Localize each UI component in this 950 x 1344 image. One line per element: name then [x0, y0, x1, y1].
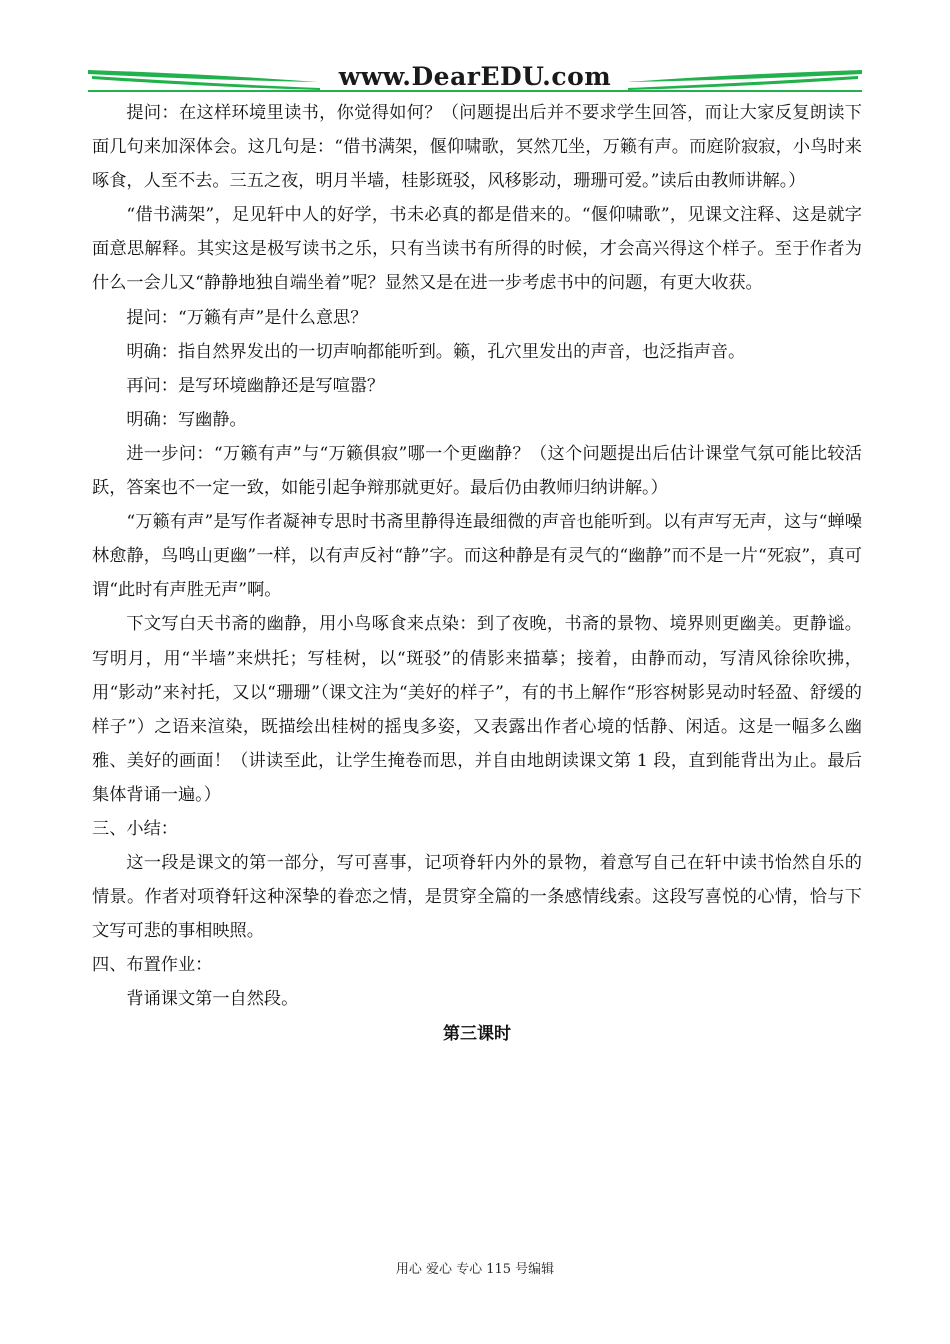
paragraph: “万籁有声”是写作者凝神专思时书斋里静得连最细微的声音也能听到。以有声写无声，这与“蝉噪林愈静，鸟鸣山更幽”一样，以有声反衬“静”字。而这种静是有灵气的“幽静”而不是一片“死寂”，真可谓“此时有声胜无声”啊。 [92, 512, 862, 601]
site-logo[interactable]: www.DearEDU.com [338, 62, 612, 91]
homework-paragraph: 背诵课文第一自然段。 [126, 989, 299, 1010]
paragraph: 下文写白天书斋的幽静，用小鸟啄食来点染：到了夜晚，书斋的景物、境界则更幽美。更静谧。写明月，用“半墙”来烘托；写桂树，以“斑驳”的倩影来描摹；接着，由静而动，写清风徐徐吹拂，用“影动”来衬托，又以“珊珊”（课文注为“美好的样子”，有的书上解作“形容树影晃动时轻盈、舒缓的样子”）之语来渲染，既描绘出桂树的摇曳多姿，又表露出作者心境的恬静、闲适。这是一幅多么幽雅、美好的画面！（讲读至此，让学生掩卷而思，并自由地朗读课文第 1 段，直到能背出为止。最后集体背诵一遍。） [92, 614, 862, 805]
paragraph: 提问：在这样环境里读书，你觉得如何？（问题提出后并不要求学生回答，而让大家反复朗读下面几句来加深体会。这几句是：“借书满架，偃仰啸歌，冥然兀坐，万籁有声。而庭阶寂寂，小鸟时来啄食，人至不去。三五之夜，明月半墙，桂影斑驳，风移影动，珊珊可爱。”读后由教师讲解。） [92, 103, 862, 192]
paragraph: 明确：指自然界发出的一切声响都能听到。籁，孔穴里发出的声音，也泛指声音。 [126, 341, 746, 362]
homework-heading: 四、布置作业： [92, 955, 213, 976]
paragraph: 明确：写幽静。 [126, 409, 247, 430]
header-banner [88, 60, 862, 94]
paragraph: 再问：是写环境幽静还是写喧嚣？ [126, 375, 385, 396]
document-body [92, 96, 862, 1068]
paragraph: 进一步问：“万籁有声”与“万籁俱寂”哪一个更幽静？（这个问题提出后估计课堂气氛可能比较活跃，答案也不一定一致，如能引起争辩那就更好。最后仍由教师归纳讲解。） [92, 443, 862, 499]
paragraph: 提问：“万籁有声”是什么意思？ [126, 307, 368, 328]
summary-heading: 三、小结： [92, 818, 178, 839]
summary-paragraph: 这一段是课文的第一部分，写可喜事，记项脊轩内外的景物，着意写自己在轩中读书怡然自乐的情景。作者对项脊轩这种深挚的眷恋之情，是贯穿全篇的一条感情线索。这段写喜悦的心情，恰与下文写可悲的事相映照。 [92, 853, 862, 942]
paragraph: “借书满架”，足见轩中人的好学，书未必真的都是借来的。“偃仰啸歌”，见课文注释、这是就字面意思解释。其实这是极写读书之乐，只有当读书有所得的时候，才会高兴得这个样子。至于作者为什么一会儿又“静静地独自端坐着”呢？显然又是在进一步考虑书中的问题，有更大收获。 [92, 205, 862, 294]
section-title: 第三课时 [443, 1023, 511, 1044]
page-footer: 用心 爱心 专心 115 号编辑 [395, 1262, 555, 1277]
